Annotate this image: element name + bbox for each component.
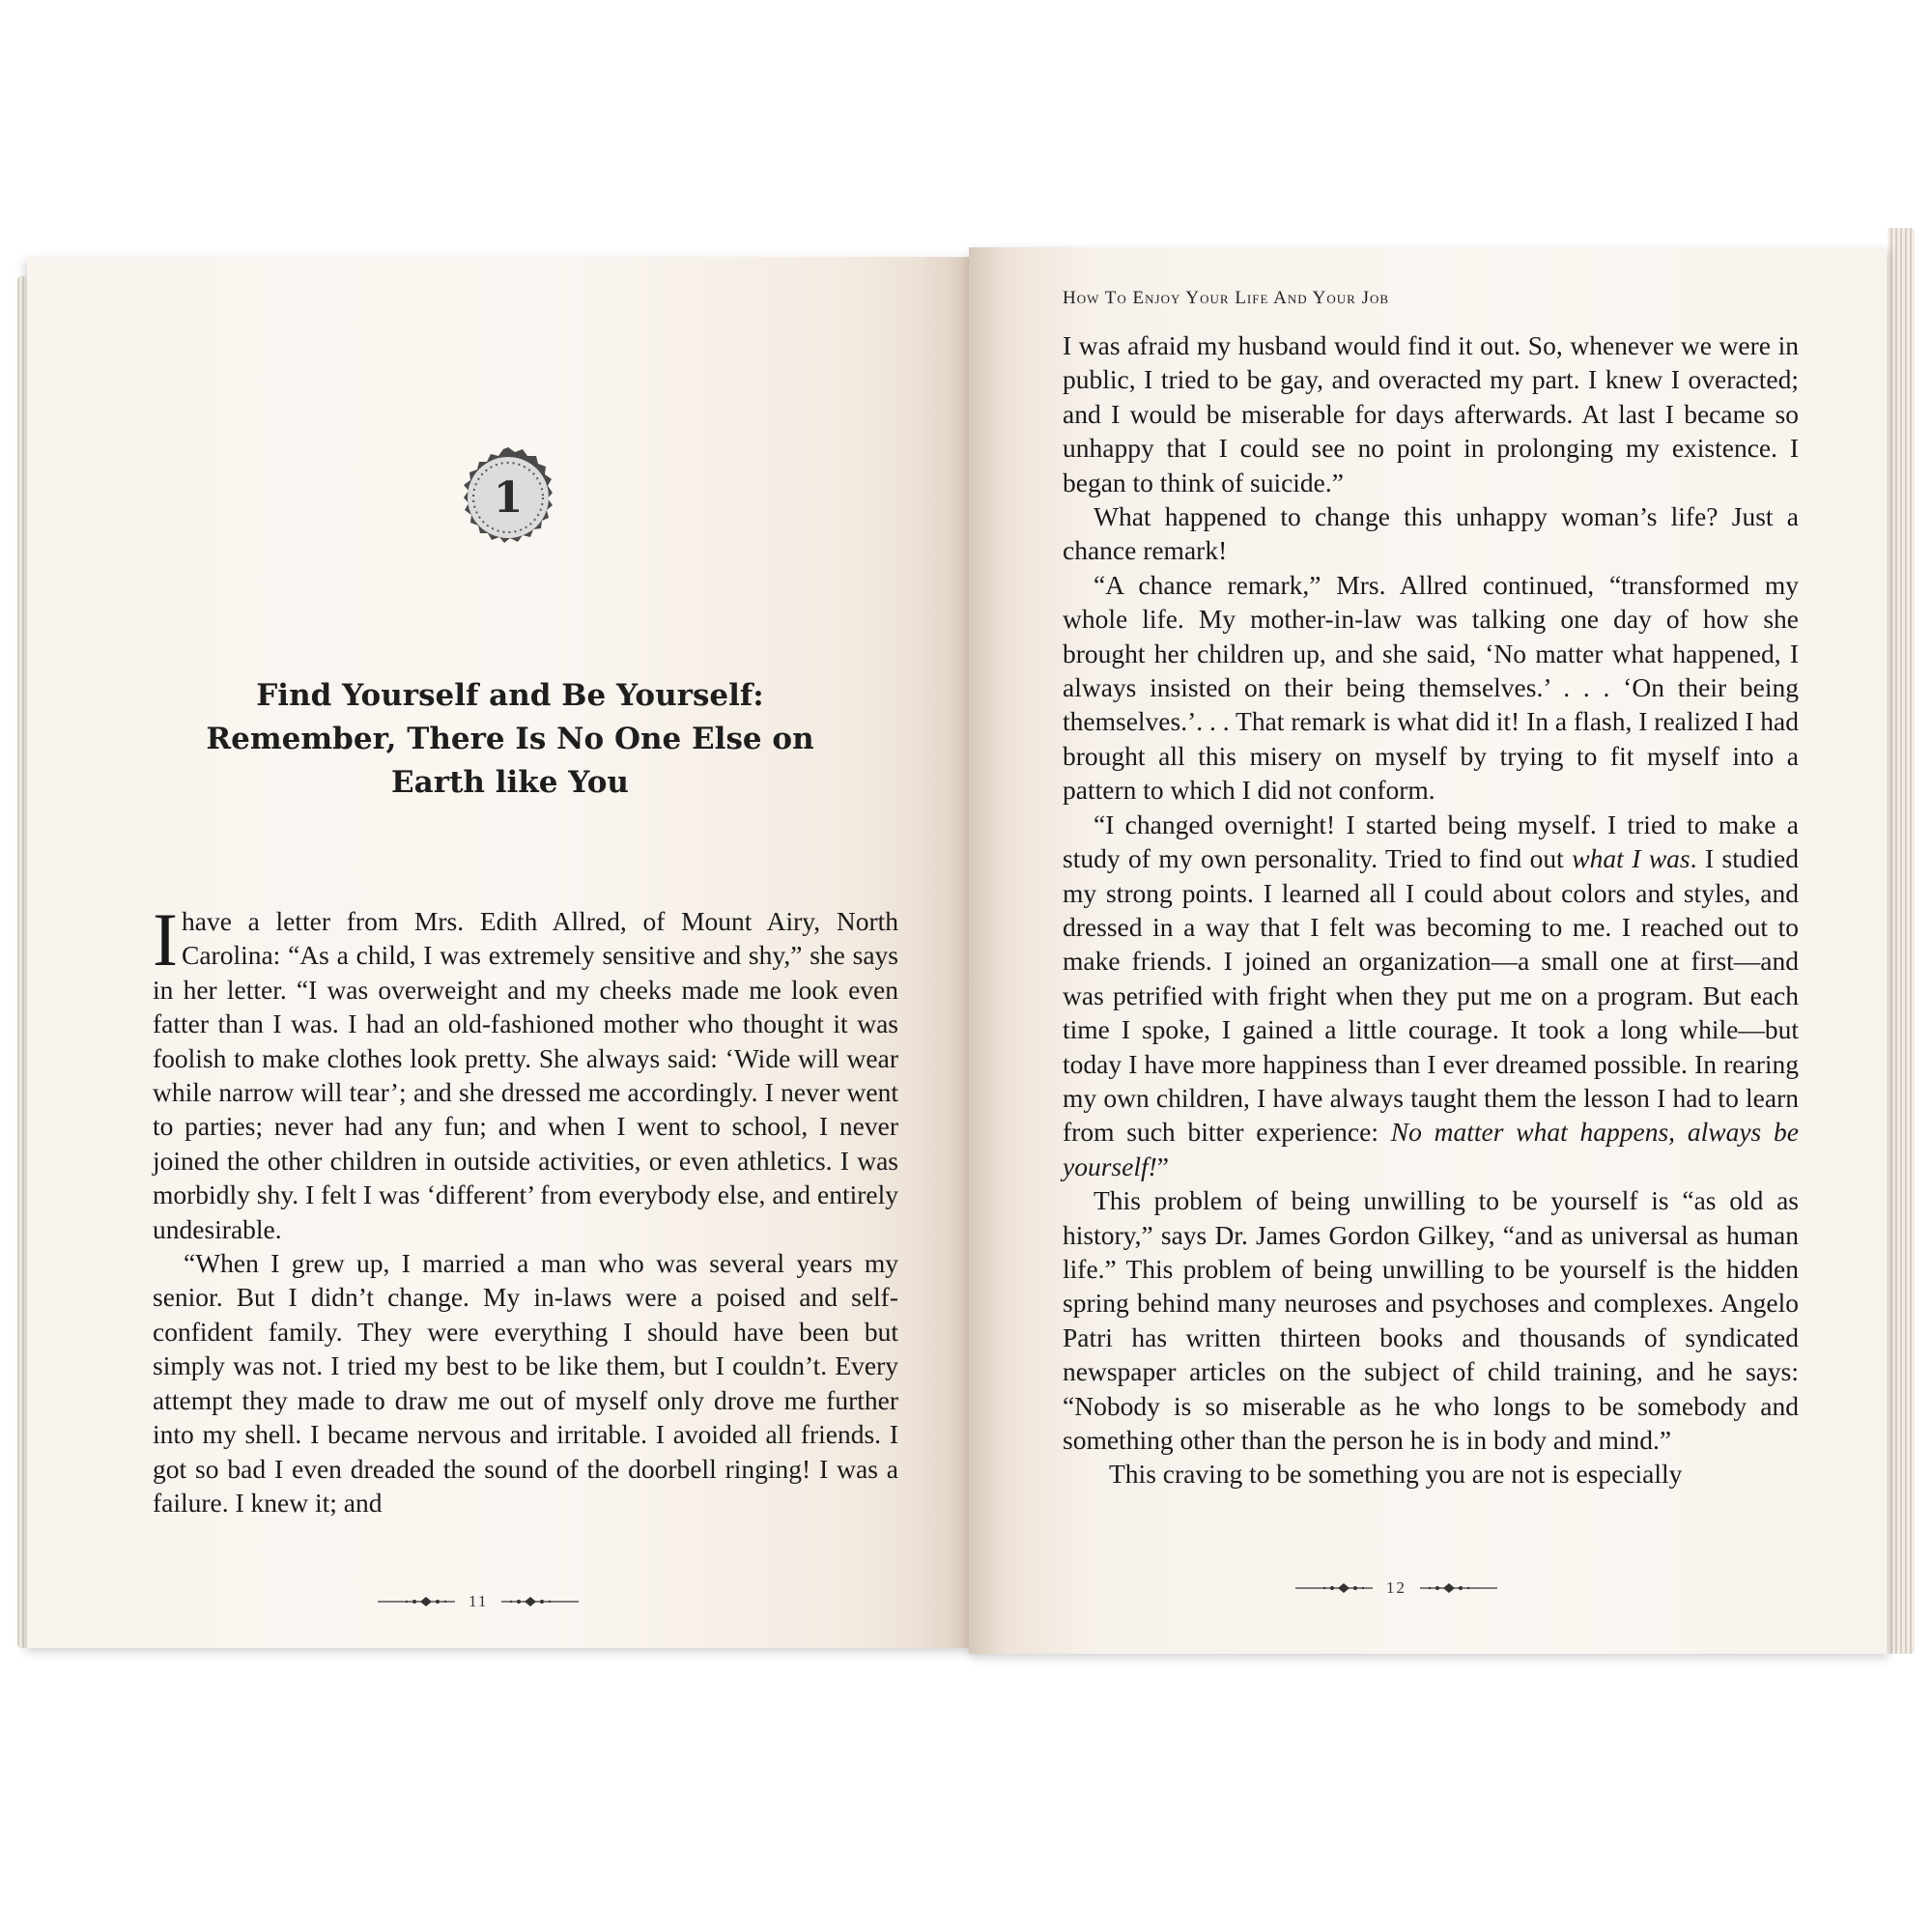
body-paragraph: This problem of being unwilling to be yourself is “as old as history,” says Dr. James Gordon Gilkey, “and as universal as human life.” This problem of being unwilling to be yourself is the hidden spring behind many neuroses and psychoses and complexes. Angelo Patri has written thirteen books and thousands of syndicated newspaper articles on the subject of child training, and he says: “Nobody is so miserable as he who longs to be somebody and something other than the person he is in body and mind.” [1063, 1185, 1799, 1455]
body-paragraph: I was afraid my husband would find it out. So, whenever we were in public, I tried to be gay, and overacted my part. I knew I overacted; and I would be miserable for days afterwards. At last I became so unhappy that I could see no point in prolonging my existence. I began to think of suicide.” [1063, 330, 1799, 497]
paragraph-text: ” [1156, 1151, 1169, 1181]
body-paragraph: This craving to be something you are not is especially [1109, 1459, 1683, 1490]
right-page-edges [1888, 228, 1915, 1654]
chapter-title [172, 674, 848, 805]
chapter-number-badge [456, 445, 560, 550]
open-book [17, 228, 1915, 1654]
left-page [27, 257, 979, 1648]
page-number-footer [378, 1592, 579, 1611]
drop-cap: I [153, 897, 178, 981]
flourish-ornament-icon [1420, 1581, 1497, 1595]
paragraph-text: have a letter from Mrs. Edith Allred, of Mount Airy, North Carolina: “As a child, I was extremely sensitive and shy,” she says in her letter. “I was overweight and my cheeks made me look even fatter than I was. I had an old-fashioned mother who thought it was foolish to make clothes look pretty. She always said: ‘Wide will wear while narrow will tear’; and she dressed me accordingly. I never went to parties; never had any fun; and when I went to school, I never joined the other children in outside activities, or even athletics. I was morbidly shy. I felt I was ‘different’ from everybody else, and entirely undesirable. [153, 906, 898, 1244]
flourish-ornament-icon [1295, 1581, 1373, 1595]
page-number: 11 [469, 1592, 489, 1610]
right-page-body [1063, 328, 1799, 1492]
paragraph-text: . I studied my strong points. I learned all I could about colors and styles, and dressed in a way that I felt was becoming to me. I reached out to make friends. I joined an organization—a small one at first—and was petrified with fright when they put me on a program. But each time I spoke, I gained a little courage. It took a long while—but today I have more happiness than I ever dreamed possible. In rearing my own children, I have always taught them the lesson I had to learn from such bitter experience: [1063, 843, 1800, 1148]
page-number: 12 [1386, 1578, 1406, 1597]
flourish-ornament-icon [378, 1595, 455, 1608]
left-page-body [153, 897, 898, 1520]
page-number-footer [1295, 1578, 1497, 1598]
chapter-title-line: Remember, There Is No One Else on [206, 722, 814, 756]
body-paragraph [1063, 808, 1799, 1183]
flourish-ornament-icon [501, 1595, 579, 1608]
body-paragraph: “When I grew up, I married a man who was several years my senior. But I didn’t change. My in-laws were a poised and self-confident family. They were everything I should have been but simply was not. I tried my best to be like them, but I couldn’t. Every attempt they made to draw me out of myself only drove me further into my shell. I became nervous and irritable. I avoided all friends. I got so bad I even dreaded the sound of the doorbell ringing! I was a failure. I knew it; and [153, 1248, 898, 1518]
italic-text: what I was [1572, 843, 1690, 874]
chapter-title-line: Earth like You [391, 765, 629, 800]
body-paragraph [153, 897, 898, 1246]
paragraph-text: “I changed overnight! I started being myself. I tried to make a study of my own personality. Tried to find out [1063, 809, 1799, 874]
italic-text: No matter what happens, always be yourself! [1063, 1117, 1799, 1181]
body-paragraph: “A chance remark,” Mrs. Allred continued, “transformed my whole life. My mother-in-law was talking one day of how she brought her children up, and she said, ‘No matter what happened, I always insisted on their being themselves.’ . . . ‘On their being themselves.’. . . That remark is what did it! In a flash, I realized I had brought all this misery on myself by trying to fit myself into a pattern to which I did not conform. [1063, 569, 1799, 806]
chapter-title-line: Find Yourself and Be Yourself: [256, 678, 764, 713]
body-paragraph: What happened to change this unhappy woman’s life? Just a chance remark! [1063, 501, 1799, 566]
chapter-number: 1 [493, 472, 524, 523]
running-head: How To Enjoy Your Life And Your Job [1063, 288, 1390, 308]
right-page [969, 247, 1887, 1654]
